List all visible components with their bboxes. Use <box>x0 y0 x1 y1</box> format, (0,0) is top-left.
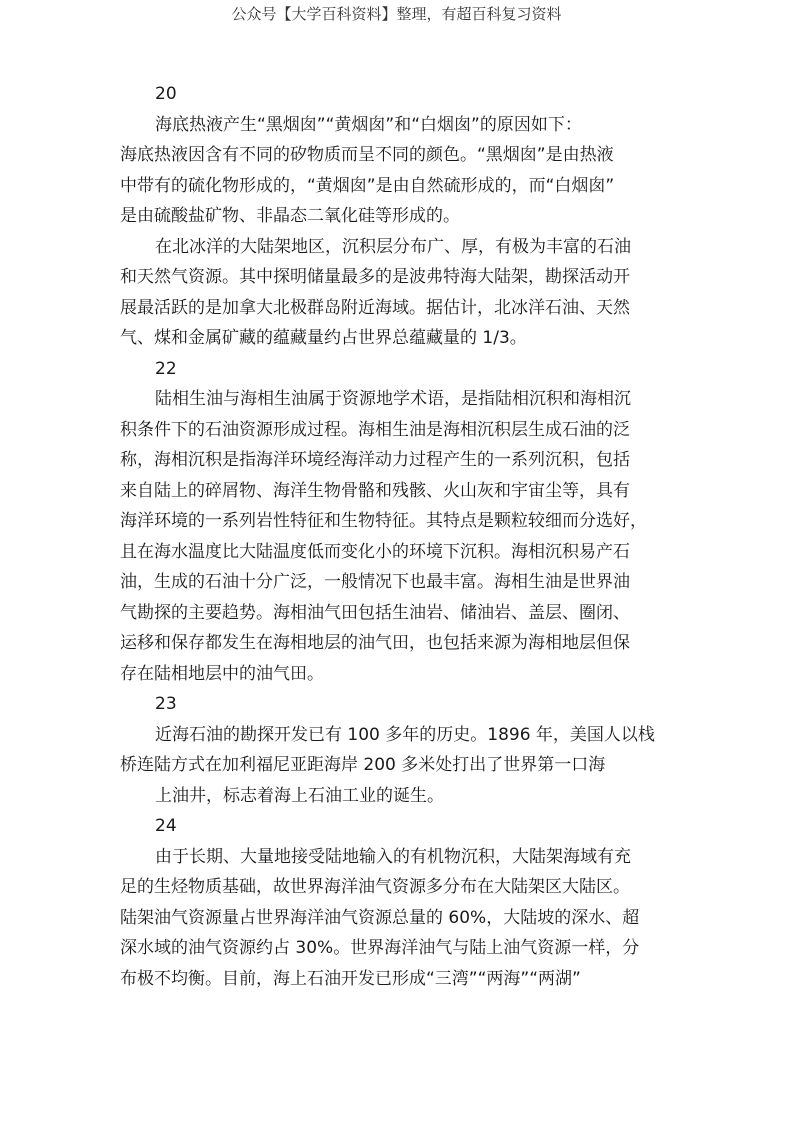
text-line: 气、煤和金属矿藏的蕴藏量约占世界总蕴藏量的 1/3。 <box>120 328 527 348</box>
text-line: 称，海相沉积是指海洋环境经海洋动力过程产生的一系列沉积，包括 <box>120 450 630 470</box>
text-line: 展最活跃的是加拿大北极群岛附近海域。据估计，北冰洋石油、天然 <box>120 297 630 318</box>
text-line: 近海石油的勘探开发已有 100 多年的历史。1896 年，美国人以栈 <box>155 724 655 745</box>
text-line: 气勘探的主要趋势。海相油气田包括生油岩、储油岩、盖层、圈闭、 <box>120 602 630 623</box>
text-line: 足的生烃物质基础，故世界海洋油气资源多分布在大陆架区大陆区。 <box>120 877 630 897</box>
text-line: 油，生成的石油十分广泛，一般情况下也最丰富。海相生油是世界油 <box>120 572 630 592</box>
text-line: 海底热液产生“黑烟囱”“黄烟囱”和“白烟囱”的原因如下： <box>155 114 582 135</box>
text-line: 运移和保存都发生在海相地层的油气田，也包括来源为海相地层但保 <box>120 633 630 653</box>
text-line: 上油井，标志着海上石油工业的诞生。 <box>155 785 444 806</box>
page-header: 公众号【大学百科资料】整理，有超百科复习资料 <box>231 5 562 23</box>
text-line: 和天然气资源。其中探明储量最多的是波弗特海大陆架，勘探活动开 <box>120 267 630 287</box>
text-line: 布极不均衡。目前，海上石油开发已形成“三湾”“两海”“两湖” <box>120 968 581 989</box>
section-number: 20 <box>155 84 177 104</box>
text-line: 在北冰洋的大陆架地区，沉积层分布广、厚，有极为丰富的石油 <box>155 236 631 257</box>
text-line: 陆相生油与海相生油属于资源地学术语，是指陆相沉积和海相沉 <box>155 389 631 409</box>
document-body <box>120 79 680 994</box>
text-line: 深水域的油气资源约占 30%。世界海洋油气与陆上油气资源一样，分 <box>120 938 640 958</box>
text-line: 来自陆上的碎屑物、海洋生物骨骼和残骸、火山灰和宇宙尘等，具有 <box>120 480 630 501</box>
text-line: 由于长期、大量地接受陆地输入的有机物沉积，大陆架海域有充 <box>155 846 631 867</box>
text-line: 陆架油气资源量占世界海洋油气资源总量的 60%，大陆坡的深水、超 <box>120 907 640 928</box>
text-line: 且在海水温度比大陆温度低而变化小的环境下沉积。海相沉积易产石 <box>120 541 630 562</box>
text-line: 存在陆相地层中的油气田。 <box>120 663 324 684</box>
section-number: 24 <box>155 816 177 836</box>
text-line: 积条件下的石油资源形成过程。海相生油是海相沉积层生成石油的泛 <box>120 419 630 440</box>
section-number: 22 <box>155 358 177 379</box>
text-line: 海洋环境的一系列岩性特征和生物特征。其特点是颗粒较细而分选好， <box>120 511 647 531</box>
text-line: 海底热液因含有不同的矽物质而呈不同的颜色。“黑烟囱”是由热液 <box>120 145 614 165</box>
text-line: 是由硫酸盐矿物、非晶态二氧化硅等形成的。 <box>120 206 460 226</box>
text-line: 桥连陆方式在加利福尼亚距海岸 200 多米处打出了世界第一口海 <box>120 755 606 775</box>
section-number: 23 <box>155 694 177 714</box>
text-line: 中带有的硫化物形成的，“黄烟囱”是由自然硫形成的，而“白烟囱” <box>120 175 615 196</box>
